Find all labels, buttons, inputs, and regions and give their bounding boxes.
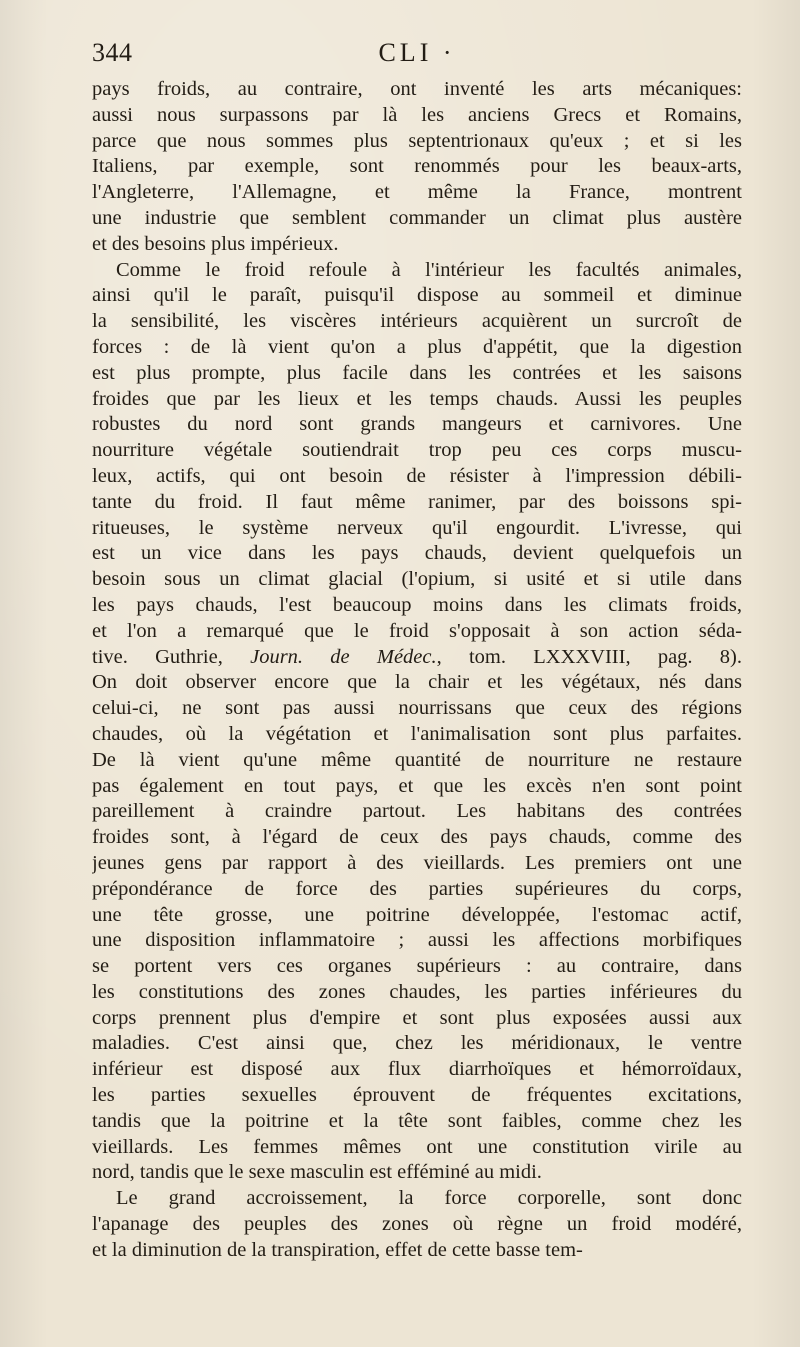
text-line: et des besoins plus impérieux.	[92, 232, 339, 255]
text-line: parce que nous sommes plus septentrionaux qu'eux ; et si les	[92, 129, 742, 152]
text-line: et la diminution de la transpiration, effet de cette basse tem-	[92, 1238, 583, 1261]
text-line: chaudes, où la végétation et l'animalisation sont plus parfaites.	[92, 722, 742, 745]
text-line: De là vient qu'une même quantité de nourriture ne restaure	[92, 748, 742, 771]
text-line: nord, tandis que le sexe masculin est efféminé au midi.	[92, 1161, 542, 1184]
text-line: pareillement à craindre partout. Les habitans des contrées	[92, 800, 742, 823]
page-header	[92, 38, 742, 78]
text-line: et l'on a remarqué que le froid s'opposait à son action séda-	[92, 619, 742, 642]
text-line: leux, actifs, qui ont besoin de résister à l'impression débili-	[92, 464, 742, 487]
text-line: maladies. C'est ainsi que, chez les méridionaux, le ventre	[92, 1032, 742, 1055]
text-line: la sensibilité, les viscères intérieurs acquièrent un surcroît de	[92, 310, 742, 333]
text-line: On doit observer encore que la chair et les végétaux, nés dans	[92, 671, 742, 694]
text-line: corps prennent plus d'empire et sont plus exposées aussi aux	[92, 1006, 742, 1029]
text-line: pays froids, au contraire, ont inventé les arts mécaniques:	[92, 78, 742, 100]
journal-title: Journ. de Médec.	[250, 645, 437, 668]
text-line: l'apanage des peuples des zones où règne un froid modéré,	[92, 1213, 742, 1236]
text-line: forces : de là vient qu'on a plus d'appétit, que la digestion	[92, 335, 742, 358]
text-line: Comme le froid refoule à l'intérieur les facultés animales,	[116, 258, 742, 281]
text-line: Le grand accroissement, la force corporelle, sont donc	[116, 1187, 742, 1210]
text-line: une disposition inflammatoire ; aussi les affections morbifiques	[92, 929, 742, 952]
text-line: froides sont, à l'égard de ceux des pays chauds, comme des	[92, 826, 742, 849]
text-line: l'Angleterre, l'Allemagne, et même la France, montrent	[92, 181, 742, 204]
text-line: prépondérance de force des parties supérieures du corps,	[92, 877, 742, 900]
page-number: 344	[92, 38, 133, 67]
text-line: est plus prompte, plus facile dans les contrées et les saisons	[92, 361, 742, 384]
text-line: aussi nous surpassons par là les anciens Grecs et Romains,	[92, 103, 742, 126]
text-line: besoin sous un climat glacial (l'opium, si usité et si utile dans	[92, 568, 742, 591]
text-line: nourriture végétale soutiendrait trop peu ces corps muscu-	[92, 439, 742, 462]
text-line: inférieur est disposé aux flux diarrhoïques et hémorroïdaux,	[92, 1058, 742, 1081]
text-line: tante du froid. Il faut même ranimer, par des boissons spi-	[92, 490, 742, 513]
text-line: tive. Guthrie, Journ. de Médec., tom. LXXXVIII, pag. 8).	[92, 645, 742, 668]
text-line: vieillards. Les femmes mêmes ont une constitution virile au	[92, 1135, 742, 1158]
text-line: est un vice dans les pays chauds, devient quelquefois un	[92, 542, 742, 565]
text-line: Italiens, par exemple, sont renommés pour les beaux-arts,	[92, 155, 742, 178]
text-line: pas également en tout pays, et que les excès n'en sont point	[92, 774, 742, 797]
text-line: une industrie que semblent commander un climat plus austère	[92, 206, 742, 229]
text-line: jeunes gens par rapport à des vieillards. Les premiers ont une	[92, 851, 742, 874]
text-line: les parties sexuelles éprouvent de fréquentes excitations,	[92, 1084, 742, 1107]
text-line: ritueuses, le système nerveux qu'il engourdit. L'ivresse, qui	[92, 516, 742, 539]
text-line: les constitutions des zones chaudes, les parties inférieures du	[92, 980, 742, 1003]
text-line: une tête grosse, une poitrine développée, l'estomac actif,	[92, 903, 742, 926]
text-line: robustes du nord sont grands mangeurs et carnivores. Une	[92, 413, 742, 436]
running-head: CLI ·	[378, 38, 456, 67]
text-line: se portent vers ces organes supérieurs : au contraire, dans	[92, 955, 742, 978]
text-line: ainsi qu'il le paraît, puisqu'il dispose au sommeil et diminue	[92, 284, 742, 307]
text-line: tandis que la poitrine et la tête sont faibles, comme chez les	[92, 1109, 742, 1132]
text-line: les pays chauds, l'est beaucoup moins dans les climats froids,	[92, 593, 742, 616]
text-line: froides que par les lieux et les temps chauds. Aussi les peuples	[92, 387, 742, 410]
text-line: celui-ci, ne sont pas aussi nourrissans que ceux des régions	[92, 697, 742, 720]
body-text	[92, 77, 742, 1264]
